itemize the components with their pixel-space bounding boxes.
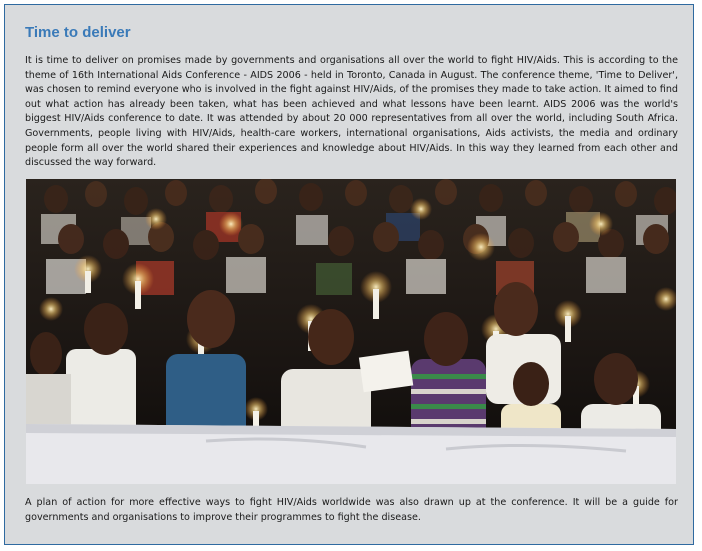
article-paragraph-1: It is time to deliver on promises made by governments and organisations all over the world to fight HIV/Aids. This is according to the theme of 16th International Aids Conference - AIDS 2006 - held in Toronto, Canada in August. The conference theme, 'Time to Deliver', was chosen to remind everyone who is involved in the fight against HIV/Aids, of the promises they made to take action. It aimed to find out what action has already been taken, what has been achieved and what lessons have been learnt. AIDS 2006 was the world's biggest HIV/Aids conference to date. It was attended by about 20 000 representatives from all over the world, including South Africa. Governments, people living with HIV/Aids, health-care workers, international organisations, Aids activists, the media and ordinary people form all over the world shared their experiences and knowledge about HIV/Aids. In this way they learned from each other and discussed the way forward. [25,55,678,169]
article-paragraph-2: A plan of action for more effective ways to fight HIV/Aids worldwide was also drawn up at the conference. It will be a guide for governments and organisations to improve their programmes to fight the disease. [25,497,678,523]
article-title: Time to deliver [25,24,131,41]
article-panel [4,4,694,545]
candlelight-crowd-photo [26,179,676,484]
crowd-illustration [26,179,676,484]
held-sign [359,351,413,393]
